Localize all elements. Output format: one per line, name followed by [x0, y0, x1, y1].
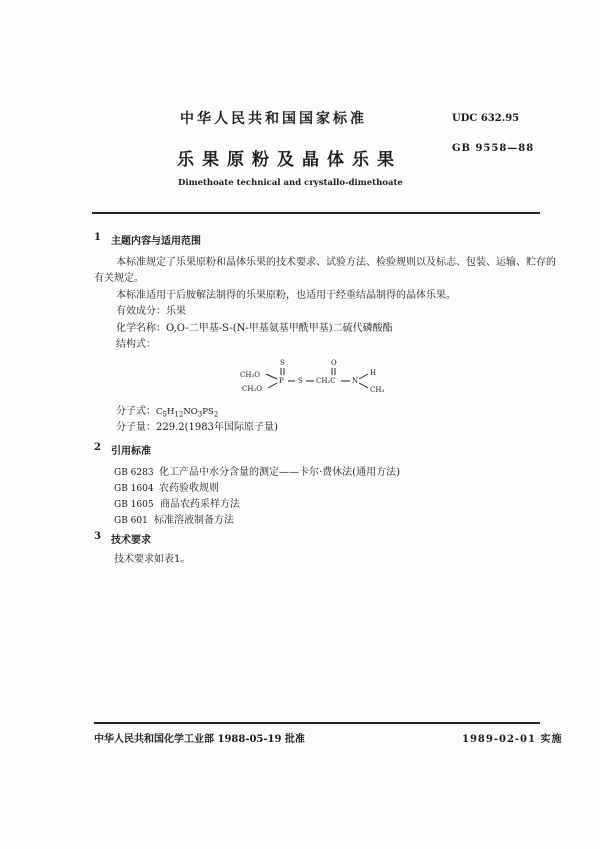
section-3-number: 3	[94, 531, 101, 542]
reference-code: GB 1605	[114, 500, 154, 510]
reference-item	[114, 463, 400, 478]
reference-title: 标准溶液制备方法	[154, 515, 234, 526]
paragraph: 技术要求如表1。	[114, 554, 191, 565]
methoxy-top: CH₃O	[240, 371, 261, 379]
section-2-heading: 引用标准	[111, 446, 151, 457]
phosphorus-label: P	[279, 377, 284, 385]
udc-number: UDC 632.95	[452, 113, 520, 124]
structure-label: 结构式：	[116, 339, 156, 350]
structural-formula	[240, 355, 410, 400]
reference-item	[114, 479, 219, 494]
sulfur-link: S	[298, 377, 303, 385]
ch2c-label: CH₂C	[316, 377, 336, 385]
sulfur-label: S	[280, 359, 285, 367]
chemical-name: 化学名称：O,O-二甲基-S-(N-甲基氨基甲酰甲基)二硫代磷酸酯	[116, 323, 393, 334]
formula-label: 分子式：	[116, 406, 156, 417]
reference-title: 化工产品中水分含量的测定——卡尔·费休法(通用方法)	[159, 467, 400, 478]
molecular-formula	[116, 402, 218, 419]
standard-number: GB 9558—88	[452, 143, 535, 154]
hydrogen-label: H	[370, 369, 377, 377]
reference-code: GB 1604	[114, 484, 154, 494]
nitrogen-label: N	[352, 377, 359, 385]
paragraph: 本标准适用于后胺解法制得的乐果原粉，也适用于经重结晶制得的晶体乐果。	[116, 290, 456, 301]
org-title: 中华人民共和国国家标准	[180, 111, 367, 127]
reference-item	[114, 511, 234, 526]
english-title: Dimethoate technical and crystallo-dimethoate	[178, 178, 403, 188]
reference-title: 农药验收规则	[159, 483, 219, 494]
molecular-weight: 分子量：229.2(1983年国际原子量)	[116, 422, 278, 433]
header-rule	[92, 212, 540, 214]
document-title: 乐果原粉及晶体乐果	[177, 150, 402, 170]
section-1-number: 1	[94, 232, 101, 243]
methyl-label: CH₃	[370, 386, 385, 394]
effective-date: 1989-02-01 实施	[462, 734, 563, 745]
formula-value: $C_5H_{12}NO_3PS_2$	[156, 407, 219, 419]
paragraph: 本标准规定了乐果原粉和晶体乐果的技术要求、试验方法、检验规则以及标志、包装、运输、贮存的	[116, 257, 556, 268]
reference-code: GB 6283	[114, 468, 154, 478]
reference-item	[114, 495, 240, 510]
footer-rule	[94, 722, 540, 724]
approval-line: 中华人民共和国化学工业部 1988-05-19 批准	[94, 734, 305, 745]
reference-code: GB 601	[114, 516, 148, 526]
section-1-heading: 主题内容与适用范围	[111, 236, 201, 247]
reference-title: 商品农药采样方法	[160, 499, 240, 510]
section-2-number: 2	[94, 442, 101, 453]
methoxy-bottom: CH₃O	[242, 385, 263, 393]
section-3-heading: 技术要求	[111, 535, 151, 546]
paragraph: 有关规定。	[94, 273, 144, 284]
active-ingredient: 有效成分：乐果	[116, 306, 186, 317]
oxygen-label: O	[331, 359, 337, 367]
